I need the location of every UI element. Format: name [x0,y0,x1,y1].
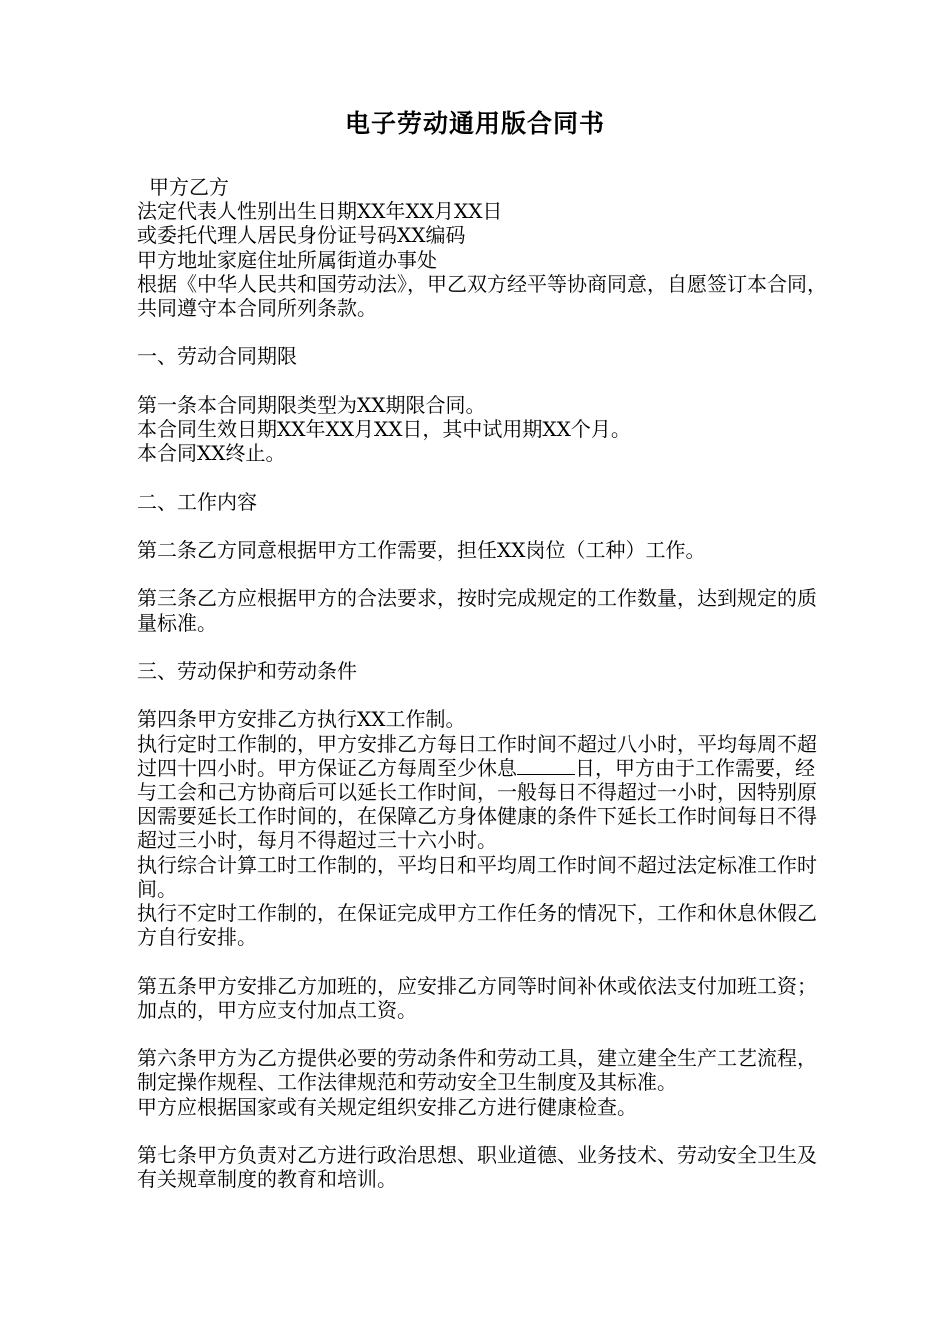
address-line: 甲方地址家庭住址所属街道办事处 [137,247,437,272]
article-4-paragraph: 第四条甲方安排乙方执行XX工作制。 [137,707,466,732]
party-line: 甲方乙方 [149,175,229,199]
article-4-flexible-hours: 执行不定时工作制的，在保证完成甲方工作任务的情况下，工作和休息休假乙方自行安排。 [137,900,817,950]
article-1-termination: 本合同XX终止。 [137,441,286,466]
rest-days-blank [517,756,575,775]
article-2-paragraph: 第二条乙方同意根据甲方工作需要，担任XX岗位（工种）工作。 [137,537,706,562]
spacer [137,1022,827,1046]
document-title: 电子劳动通用版合同书 [344,109,605,138]
spacer [137,1119,827,1143]
section-heading-work: 二、工作内容 [137,489,257,514]
spacer [137,635,827,659]
section-heading-protection: 三、劳动保护和劳动条件 [137,658,357,683]
document-body [137,175,827,1191]
article-6-health-check: 甲方应根据国家或有关规定组织安排乙方进行健康检查。 [137,1094,637,1119]
spacer [137,514,827,538]
legal-rep-line: 法定代表人性别出生日期XX年XX月XX日 [137,199,503,224]
article-5-paragraph: 第五条甲方安排乙方加班的，应安排乙方同等时间补休或依法支付加班工资；加点的，甲方应支付加点工资。 [137,973,817,1022]
spacer [137,320,827,344]
fixed-hours-text-b: 日，甲方由于工作需要，经与工会和己方协商后可以延长工作时间，一般每日不得超过一小时，因特别原因需要延长工作时间的，在保障乙方身体健康的条件下延长工作时间每日不得超过三小时，每月不得超过三十六小时。 [137,755,817,853]
article-4-comprehensive-hours: 执行综合计算工时工作制的，平均日和平均周工作时间不超过法定标准工作时间。 [137,852,817,901]
agent-line: 或委托代理人居民身份证号码XX编码 [137,223,466,248]
article-3-paragraph: 第三条乙方应根据甲方的合法要求，按时完成规定的工作数量，达到规定的质量标准。 [137,586,817,635]
article-7-paragraph: 第七条甲方负责对乙方进行政治思想、职业道德、业务技术、劳动安全卫生及有关规章制度的教育和培训。 [137,1142,817,1192]
article-6-paragraph: 第六条甲方为乙方提供必要的劳动条件和劳动工具，建立建全生产工艺流程，制定操作规程、工作法律规范和劳动安全卫生制度及其标准。 [137,1046,817,1095]
spacer [137,683,827,707]
spacer [137,949,827,973]
article-4-fixed-hours [137,732,827,853]
fixed-hours-text-a: 执行定时工作制的，甲方安排乙方每日工作时间不超过八小时，平均每周不超过四十四小时。甲方保证乙方每周至少休息 [137,731,817,780]
spacer [137,369,827,393]
spacer [137,562,827,586]
section-heading-term: 一、劳动合同期限 [137,344,297,369]
article-1-paragraph: 第一条本合同期限类型为XX期限合同。 [137,392,486,417]
article-1-effective-date: 本合同生效日期XX年XX月XX日，其中试用期XX个月。 [137,417,631,441]
spacer [137,465,827,489]
preamble-paragraph: 根据《中华人民共和国劳动法》，甲乙双方经平等协商同意，自愿签订本合同，共同遵守本合同所列条款。 [137,271,827,321]
